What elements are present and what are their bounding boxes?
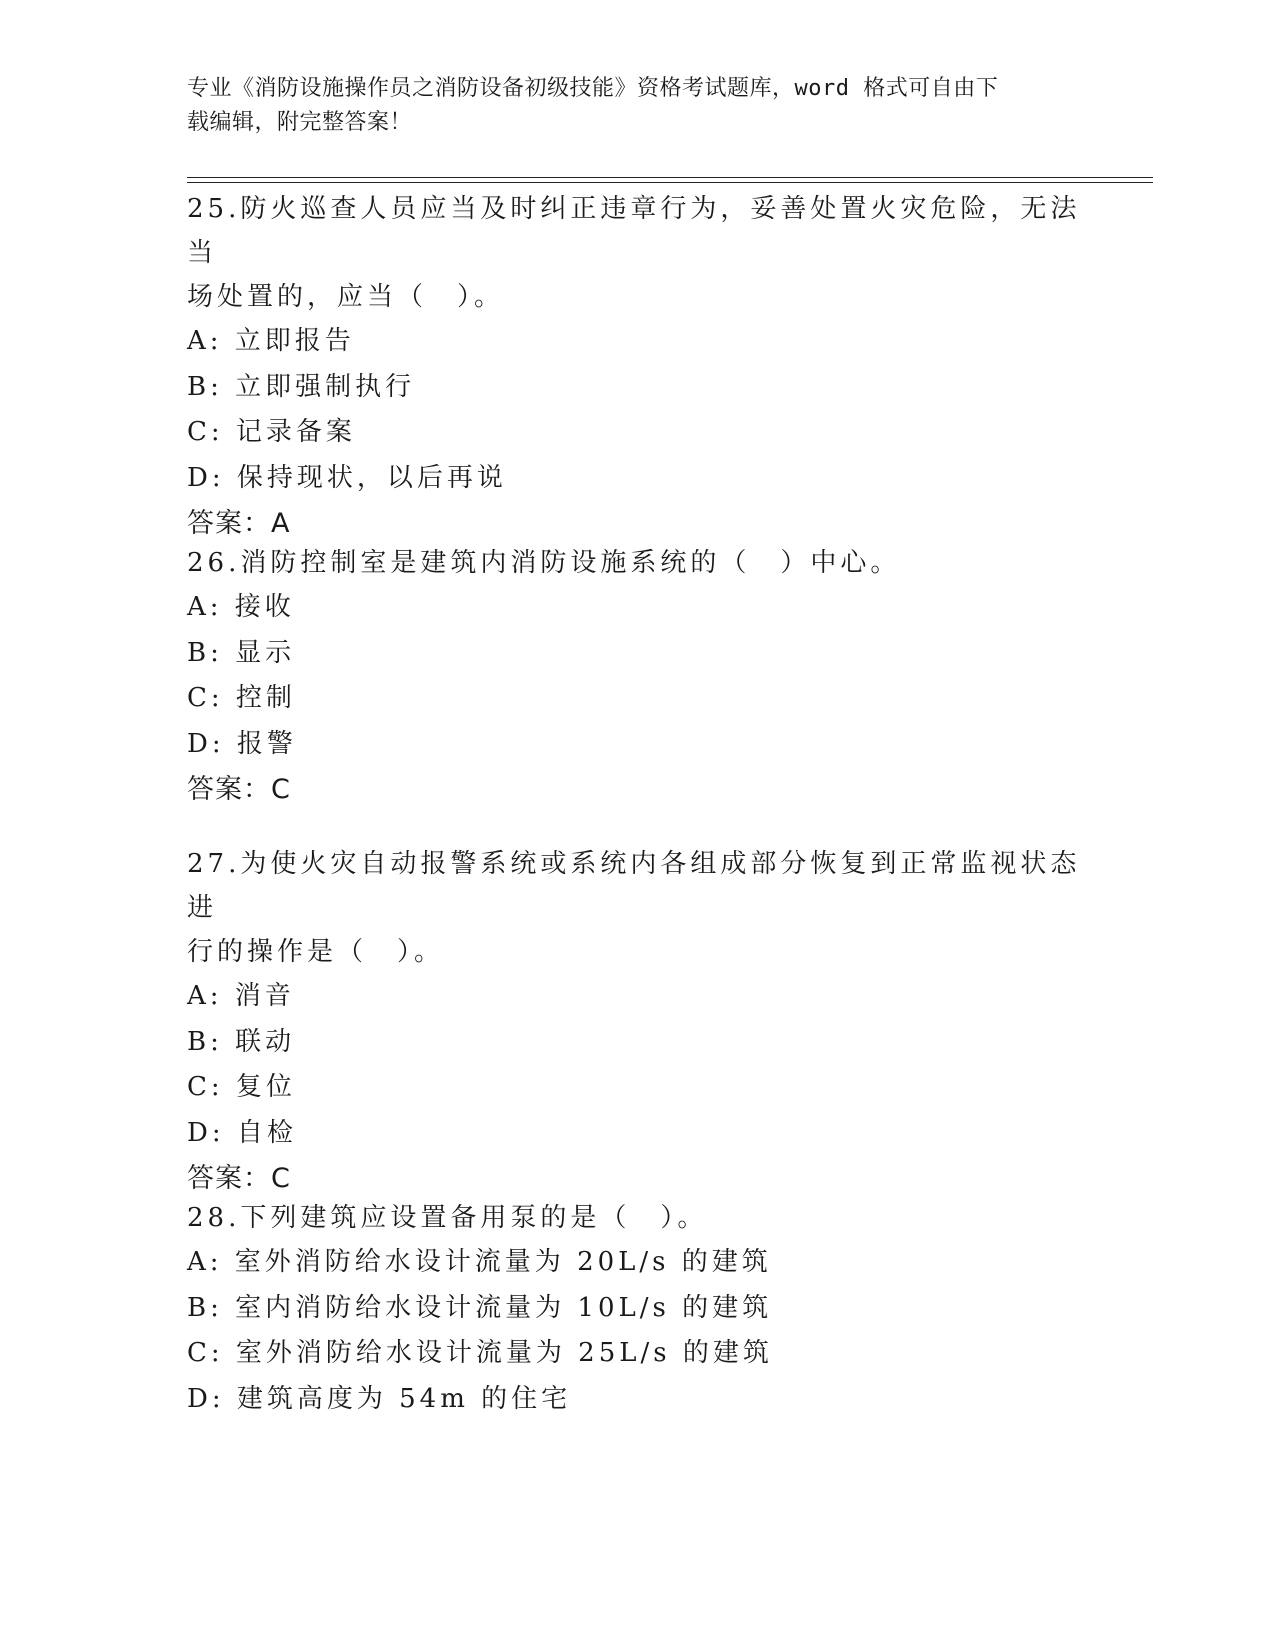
question-28 — [187, 1196, 1087, 1422]
option-c: C: 复位 — [187, 1072, 296, 1102]
option-c: C: 控制 — [187, 683, 296, 713]
question-stem-line-1: 25.防火巡查人员应当及时纠正违章行为，妥善处置火灾危险，无法当 — [187, 194, 1081, 268]
answer-line: 答案：A — [187, 508, 291, 539]
option-b: B: 室内消防给水设计流量为 10L/s 的建筑 — [187, 1292, 773, 1323]
header-line-1: 专业《消防设施操作员之消防设备初级技能》资格考试题库，word 格式可自由下 — [187, 76, 999, 101]
question-27 — [187, 842, 1087, 1201]
question-stem-line-1: 27.为使火灾自动报警系统或系统内各组成部分恢复到正常监视状态进 — [187, 849, 1081, 923]
option-a: A: 室外消防给水设计流量为 20L/s 的建筑 — [187, 1247, 772, 1277]
option-c: C: 室外消防给水设计流量为 25L/s 的建筑 — [187, 1338, 773, 1368]
option-a: A: 接收 — [187, 592, 295, 622]
header-line-2: 载编辑，附完整答案！ — [187, 110, 413, 135]
option-b: B: 联动 — [187, 1026, 296, 1057]
option-b: B: 立即强制执行 — [187, 371, 416, 402]
option-c: C: 记录备案 — [187, 417, 356, 447]
question-stem-line-1: 28.下列建筑应设置备用泵的是（ ）。 — [187, 1203, 708, 1233]
option-b: B: 显示 — [187, 637, 296, 668]
option-d: D: 保持现状，以后再说 — [187, 462, 507, 493]
question-26 — [187, 541, 1087, 812]
question-25 — [187, 187, 1087, 546]
option-d: D: 建筑高度为 54m 的住宅 — [187, 1383, 572, 1414]
option-a: A: 立即报告 — [187, 326, 355, 356]
question-stem-line-2: 场处置的，应当（ ）。 — [187, 282, 505, 312]
document-header — [187, 72, 1067, 140]
answer-line: 答案：C — [187, 1163, 291, 1194]
option-d: D: 报警 — [187, 728, 297, 759]
option-a: A: 消音 — [187, 981, 295, 1011]
header-divider-bottom — [187, 182, 1153, 183]
header-divider-top — [187, 177, 1153, 178]
answer-line: 答案：C — [187, 774, 291, 805]
question-stem-line-1: 26.消防控制室是建筑内消防设施系统的（ ）中心。 — [187, 548, 901, 578]
option-d: D: 自检 — [187, 1117, 297, 1148]
question-stem-line-2: 行的操作是（ ）。 — [187, 937, 445, 967]
